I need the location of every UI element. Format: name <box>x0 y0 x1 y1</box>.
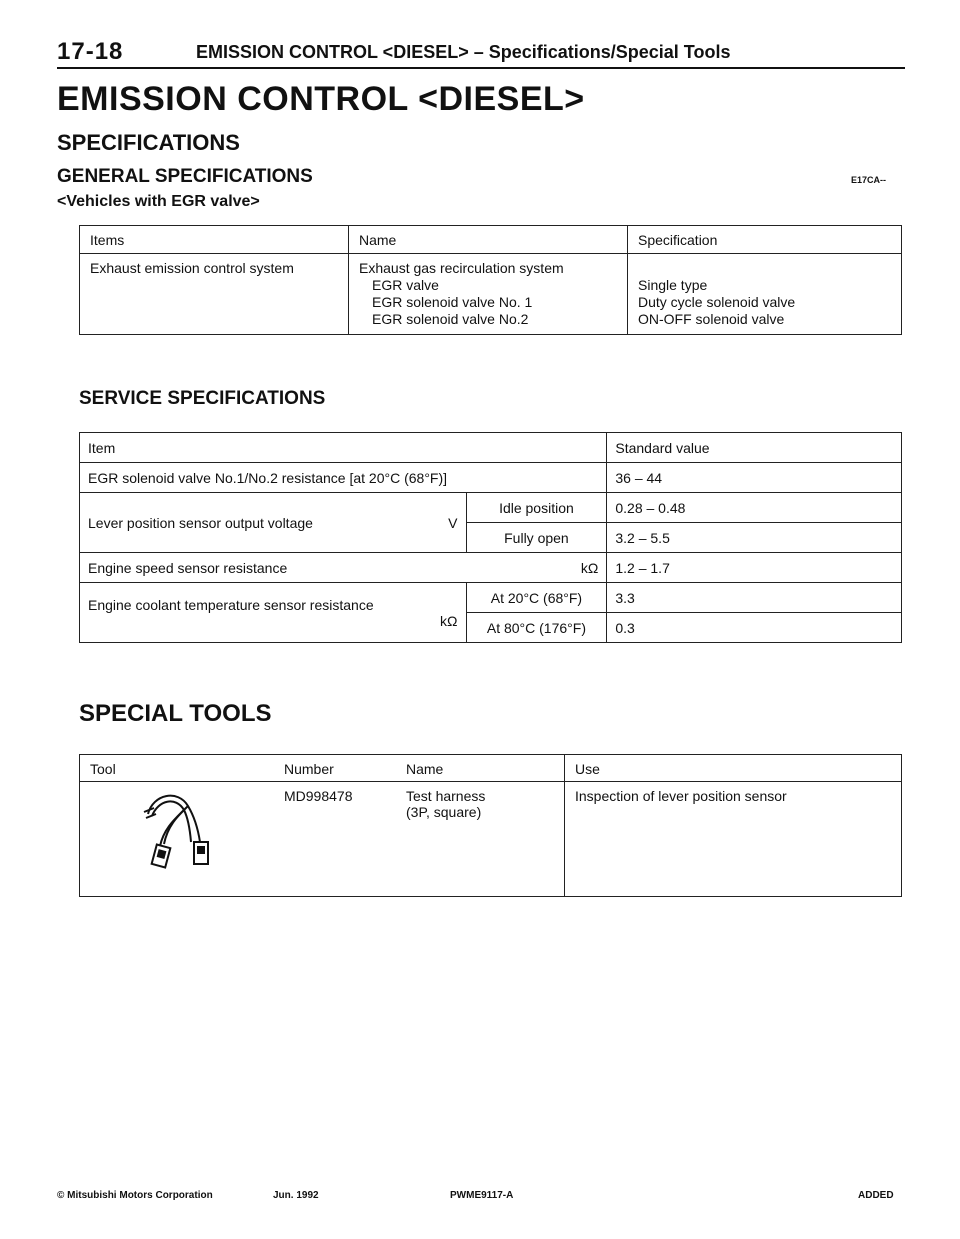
service-specifications-table <box>79 432 902 643</box>
footer-code: PWME9117-A <box>450 1190 514 1201</box>
cell-item: EGR solenoid valve No.1/No.2 resistance [at 20°C (68°F)] <box>80 463 607 493</box>
test-harness-icon <box>128 784 238 879</box>
header-rule <box>57 67 905 69</box>
table-header-row <box>80 755 902 782</box>
table-header-row <box>80 226 902 254</box>
cell-item <box>80 493 467 553</box>
unit: kΩ <box>580 559 599 576</box>
col-standard-value: Standard value <box>607 433 902 463</box>
name-line: Exhaust gas recirculation system <box>359 260 564 276</box>
cell-value: 0.28 – 0.48 <box>607 493 902 523</box>
cell-condition: Fully open <box>466 523 607 553</box>
spec-line: ON-OFF solenoid valve <box>638 311 785 327</box>
cell-value: 36 – 44 <box>607 463 902 493</box>
cell-condition: At 80°C (176°F) <box>466 613 607 643</box>
general-subheading: <Vehicles with EGR valve> <box>57 193 260 210</box>
col-use: Use <box>565 755 902 782</box>
col-item: Item <box>80 433 607 463</box>
table-row <box>80 782 902 897</box>
section-specifications-heading: SPECIFICATIONS <box>57 130 240 155</box>
cell-specs <box>628 254 902 335</box>
section-code: E17CA-- <box>851 175 887 185</box>
service-specifications-heading: SERVICE SPECIFICATIONS <box>79 388 326 409</box>
special-tools-heading: SPECIAL TOOLS <box>79 700 272 727</box>
tool-name-detail: (3P, square) <box>406 804 482 820</box>
unit: kΩ <box>440 612 458 629</box>
cell-item <box>80 553 607 583</box>
name-line: EGR solenoid valve No. 1 <box>372 294 533 310</box>
table-row <box>80 553 902 583</box>
tool-name: Test harness <box>406 788 486 804</box>
table-row <box>80 583 902 613</box>
cell-value: 3.2 – 5.5 <box>607 523 902 553</box>
col-tool: Tool <box>80 755 275 782</box>
cell-condition: At 20°C (68°F) <box>466 583 607 613</box>
general-specifications-heading: GENERAL SPECIFICATIONS <box>57 166 313 187</box>
running-header-title: EMISSION CONTROL <DIESEL> – Specifications/Special Tools <box>196 42 731 62</box>
cell-value: 3.3 <box>607 583 902 613</box>
col-name: Name <box>349 226 628 254</box>
footer-date: Jun. 1992 <box>273 1190 319 1201</box>
footer-copyright: © Mitsubishi Motors Corporation <box>57 1190 213 1201</box>
spec-line: Single type <box>638 277 708 293</box>
item-text: Engine speed sensor resistance <box>88 559 288 576</box>
table-row <box>80 254 902 335</box>
footer-status: ADDED <box>858 1190 894 1201</box>
cell-tool-illustration <box>80 782 275 897</box>
col-number: Number <box>274 755 396 782</box>
cell-number: MD998478 <box>274 782 396 897</box>
unit: V <box>448 514 458 531</box>
general-specifications-table <box>79 225 902 335</box>
cell-names <box>349 254 628 335</box>
cell-condition: Idle position <box>466 493 607 523</box>
cell-name <box>396 782 565 897</box>
cell-value: 0.3 <box>607 613 902 643</box>
table-header-row <box>80 433 902 463</box>
name-line: EGR solenoid valve No.2 <box>372 311 529 327</box>
col-name: Name <box>396 755 565 782</box>
cell-value: 1.2 – 1.7 <box>607 553 902 583</box>
spec-line: Duty cycle solenoid valve <box>638 294 796 310</box>
table-row <box>80 493 902 523</box>
cell-use: Inspection of lever position sensor <box>565 782 902 897</box>
spec-line <box>638 260 895 277</box>
special-tools-table <box>79 754 902 897</box>
document-title: EMISSION CONTROL <DIESEL> <box>57 80 585 118</box>
table-row <box>80 463 902 493</box>
cell-item: Exhaust emission control system <box>80 254 349 335</box>
page-number: 17-18 <box>57 38 124 65</box>
cell-item <box>80 583 467 643</box>
col-specification: Specification <box>628 226 902 254</box>
name-line: EGR valve <box>372 277 439 293</box>
item-text: Lever position sensor output voltage <box>88 514 313 531</box>
col-items: Items <box>80 226 349 254</box>
item-text: Engine coolant temperature sensor resistance <box>88 596 374 613</box>
